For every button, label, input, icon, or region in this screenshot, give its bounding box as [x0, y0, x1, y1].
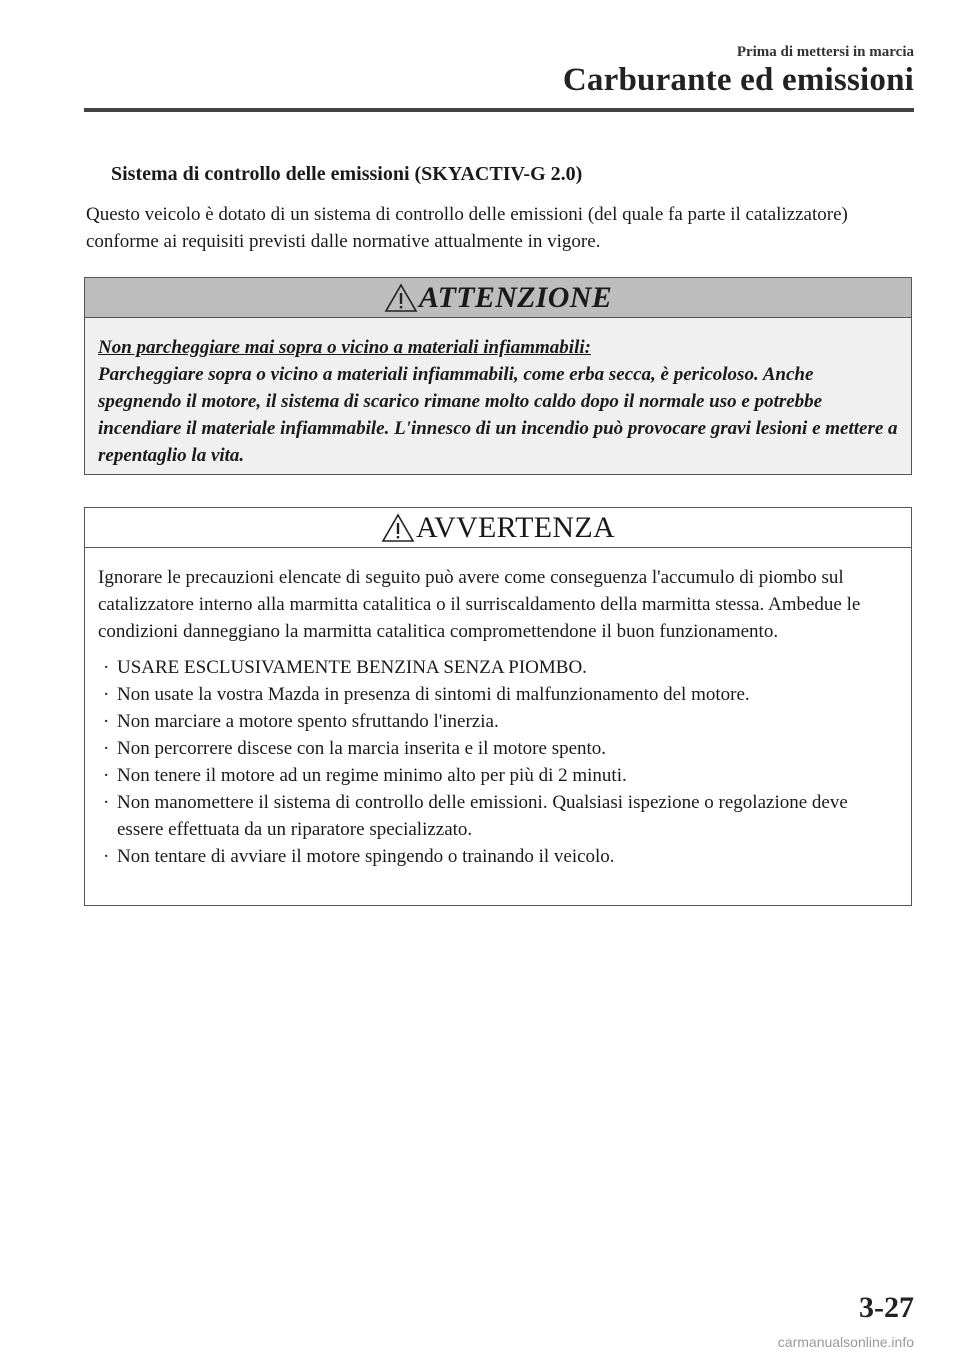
bullet-icon: ·: [103, 765, 110, 786]
attenzione-header: [85, 278, 911, 318]
list-item-text: Non marciare a motore spento sfruttando l'inerzia.: [117, 711, 499, 732]
list-item-text: Non usate la vostra Mazda in presenza di sintomi di malfunzionamento del motore.: [117, 684, 750, 705]
attenzione-lead: Non parcheggiare mai sopra o vicino a materiali infiammabili:: [98, 337, 591, 358]
list-item: [98, 789, 898, 843]
list-item-text: Non tenere il motore ad un regime minimo alto per più di 2 minuti.: [117, 765, 627, 786]
section-title: Sistema di controllo delle emissioni (SKYACTIV-G 2.0): [111, 163, 583, 185]
header-rule: [84, 108, 914, 112]
bullet-icon: ·: [103, 846, 110, 867]
list-item-text: Non tentare di avviare il motore spingendo o trainando il veicolo.: [117, 846, 615, 867]
list-item: [98, 708, 898, 735]
list-item-text: Non manomettere il sistema di controllo delle emissioni. Qualsiasi ispezione o regolazione deve essere effettuata da un riparatore specializzato.: [117, 792, 848, 840]
header-section-label: Prima di mettersi in marcia: [736, 44, 914, 60]
attenzione-box: [84, 277, 912, 475]
attenzione-heading: ATTENZIONE: [418, 280, 613, 314]
warning-triangle-icon: [384, 283, 418, 313]
bullet-icon: ·: [103, 738, 110, 759]
list-item: [98, 681, 898, 708]
bullet-icon: ·: [103, 711, 110, 732]
list-item: [98, 762, 898, 789]
list-item: [98, 843, 898, 870]
list-item: [98, 735, 898, 762]
bullet-icon: ·: [103, 657, 110, 678]
attenzione-body: [85, 318, 911, 469]
attenzione-text: Parcheggiare sopra o vicino a materiali infiammabili, come erba secca, è pericoloso. Anche spegnendo il motore, il sistema di scarico rimane molto caldo dopo il normale uso e potrebbe incendiare il materiale infiammabile. L'innesco di un incendio può provocare gravi lesioni e mettere a repentaglio la vita.: [98, 364, 898, 466]
warning-triangle-icon: [381, 513, 415, 543]
avvertenza-body: [85, 548, 911, 870]
avvertenza-header: [85, 508, 911, 548]
watermark: carmanualsonline.info: [777, 1334, 914, 1350]
list-item-text: USARE ESCLUSIVAMENTE BENZINA SENZA PIOMBO.: [117, 657, 587, 678]
avvertenza-heading: AVVERTENZA: [416, 510, 615, 544]
bullet-icon: ·: [103, 792, 110, 813]
intro-paragraph: Questo veicolo è dotato di un sistema di controllo delle emissioni (del quale fa parte il catalizzatore) conforme ai requisiti previsti dalle normative attualmente in vigore.: [86, 204, 848, 252]
list-item: [98, 654, 898, 681]
page-number: 3-27: [859, 1291, 914, 1324]
avvertenza-box: [84, 507, 912, 906]
list-item-text: Non percorrere discese con la marcia inserita e il motore spento.: [117, 738, 607, 759]
avvertenza-intro: Ignorare le precauzioni elencate di seguito può avere come conseguenza l'accumulo di piombo sul catalizzatore interno alla marmitta catalitica o il surriscaldamento della marmitta stessa. Ambedue le condizioni danneggiano la marmitta catalitica compromettendone il buon funzionamento.: [98, 567, 861, 642]
bullet-icon: ·: [103, 684, 110, 705]
avvertenza-list: [98, 654, 898, 870]
page-title: Carburante ed emissioni: [562, 62, 914, 98]
